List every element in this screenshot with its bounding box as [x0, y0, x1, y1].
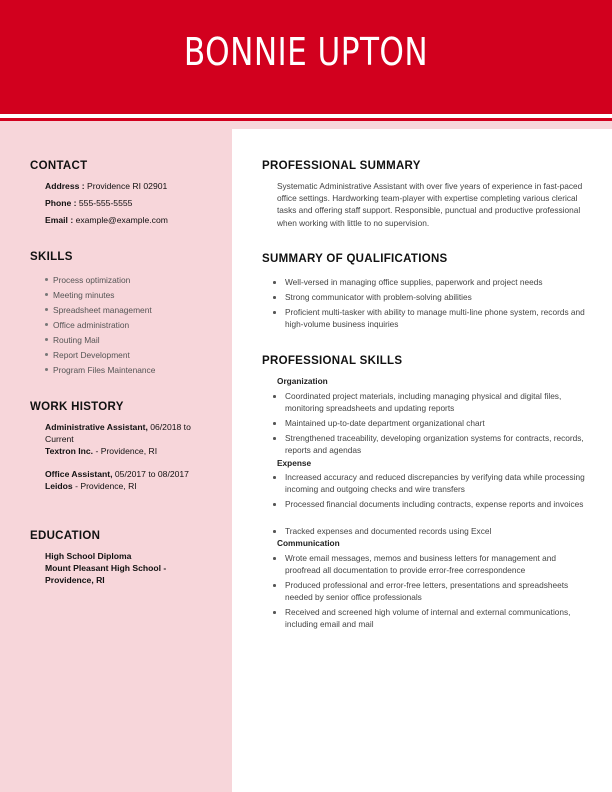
- skill-detail-text: Coordinated project materials, including managing physical and digital files, monitoring spreadsheets and updating reports: [285, 391, 562, 414]
- bullet-icon: [273, 395, 276, 398]
- skill-detail-text: Wrote email messages, memos and business letters for management and proofread all documentation to provide error-free correspondence: [285, 553, 557, 576]
- contact-heading: CONTACT: [30, 160, 88, 172]
- skill-label: Routing Mail: [53, 335, 100, 345]
- job-entry: [45, 468, 205, 492]
- phone-value: 555-555-5555: [76, 198, 133, 208]
- skill-detail-text: Increased accuracy and reduced discrepancies by verifying data while processing incoming and outgoing checks and wire transfers: [285, 472, 585, 495]
- skill-label: Meeting minutes: [53, 290, 115, 300]
- skill-detail-item: [277, 417, 589, 429]
- skill-label: Spreadsheet management: [53, 305, 152, 315]
- skill-detail-text: Processed financial documents including contracts, expense reports and invoices: [285, 499, 584, 509]
- bullet-icon: [273, 296, 276, 299]
- skill-detail-item: [277, 432, 589, 456]
- bullet-icon: [45, 338, 48, 341]
- qualification-text: Well-versed in managing office supplies, paperwork and project needs: [285, 277, 543, 287]
- bullet-icon: [45, 293, 48, 296]
- summary-text: Systematic Administrative Assistant with over five years of experience in fast-paced office settings. Hardworking team-player with expertise completing various clerical tasks and offering staff support. Responsible, punctual and productive professional when working with little to no supervision.: [277, 181, 583, 228]
- bullet-icon: [45, 353, 48, 356]
- job-dates: 06/2018 to Current: [45, 422, 191, 444]
- bullet-icon: [273, 530, 276, 533]
- skill-item: [45, 275, 130, 285]
- bullet-icon: [45, 278, 48, 281]
- bullet-icon: [45, 308, 48, 311]
- address-label: Address :: [45, 181, 85, 191]
- email-value: example@example.com: [73, 215, 168, 225]
- job-location: - Providence, RI: [72, 481, 137, 491]
- qualification-text: Proficient multi-tasker with ability to manage multi-line phone system, records and high-volume business inquiries: [285, 307, 585, 330]
- skill-group-title: Expense: [277, 458, 312, 468]
- skill-item: [45, 365, 155, 375]
- skill-label: Report Development: [53, 350, 130, 360]
- skill-item: [45, 305, 152, 315]
- bullet-icon: [273, 611, 276, 614]
- skill-detail-text: Maintained up-to-date department organizational chart: [285, 418, 485, 428]
- header-banner: [0, 0, 612, 114]
- skill-label: Program Files Maintenance: [53, 365, 156, 375]
- job-dates: 05/2017 to 08/2017: [112, 469, 189, 479]
- skill-detail-item: [277, 471, 589, 495]
- skill-detail-item: [277, 390, 589, 414]
- bullet-icon: [273, 311, 276, 314]
- bullet-icon: [273, 437, 276, 440]
- job-title: Office Assistant,: [45, 469, 113, 479]
- qualification-text: Strong communicator with problem-solving abilities: [285, 292, 472, 302]
- job-company: Leidos: [45, 481, 73, 491]
- address-value: Providence RI 02901: [84, 181, 168, 191]
- contact-address: [45, 181, 167, 191]
- skill-item: [45, 350, 130, 360]
- qualifications-heading: SUMMARY OF QUALIFICATIONS: [262, 253, 448, 265]
- contact-phone: [45, 198, 132, 208]
- bullet-icon: [273, 422, 276, 425]
- bullet-icon: [273, 281, 276, 284]
- bullet-icon: [273, 557, 276, 560]
- education-entry: [45, 550, 205, 586]
- qualification-item: [277, 306, 589, 330]
- qualification-item: [277, 291, 589, 303]
- skill-detail-item: [277, 525, 589, 537]
- skill-group-title: Communication: [277, 538, 340, 548]
- header-underlay: [232, 121, 612, 129]
- school: Mount Pleasant High School -: [45, 563, 167, 573]
- skill-detail-text: Produced professional and error-free letters, presentations and spreadsheets needed by senior office professionals: [285, 580, 569, 603]
- skill-label: Office administration: [53, 320, 130, 330]
- skill-label: Process optimization: [53, 275, 131, 285]
- email-label: Email :: [45, 215, 74, 225]
- phone-label: Phone :: [45, 198, 77, 208]
- summary-heading: PROFESSIONAL SUMMARY: [262, 160, 421, 172]
- skill-detail-item: [277, 552, 589, 576]
- job-title: Administrative Assistant,: [45, 422, 148, 432]
- bullet-icon: [273, 476, 276, 479]
- school-location: Providence, RI: [45, 575, 105, 585]
- skill-detail-text: Received and screened high volume of internal and external communications, including email and mail: [285, 607, 571, 630]
- degree: High School Diploma: [45, 551, 132, 561]
- skill-item: [45, 335, 100, 345]
- job-location: - Providence, RI: [93, 446, 158, 456]
- bullet-icon: [273, 503, 276, 506]
- work-history-heading: WORK HISTORY: [30, 401, 124, 413]
- contact-email: [45, 215, 168, 225]
- candidate-name: BONNIE UPTON: [183, 30, 429, 74]
- professional-skills-heading: PROFESSIONAL SKILLS: [262, 355, 403, 367]
- bullet-icon: [273, 584, 276, 587]
- education-heading: EDUCATION: [30, 530, 101, 542]
- skill-detail-text: Strengthened traceability, developing organization systems for contracts, records, reports and agendas: [285, 433, 584, 456]
- qualification-item: [277, 276, 589, 288]
- skill-detail-item: [277, 606, 589, 630]
- job-entry: [45, 421, 205, 457]
- skill-item: [45, 290, 114, 300]
- skill-detail-item: [277, 498, 589, 510]
- skill-group-title: Organization: [277, 376, 328, 386]
- bullet-icon: [45, 368, 48, 371]
- bullet-icon: [45, 323, 48, 326]
- job-company: Textron Inc.: [45, 446, 94, 456]
- skill-detail-text: Tracked expenses and documented records using Excel: [285, 526, 492, 536]
- skill-item: [45, 320, 129, 330]
- skills-heading: SKILLS: [30, 251, 73, 263]
- skill-detail-item: [277, 579, 589, 603]
